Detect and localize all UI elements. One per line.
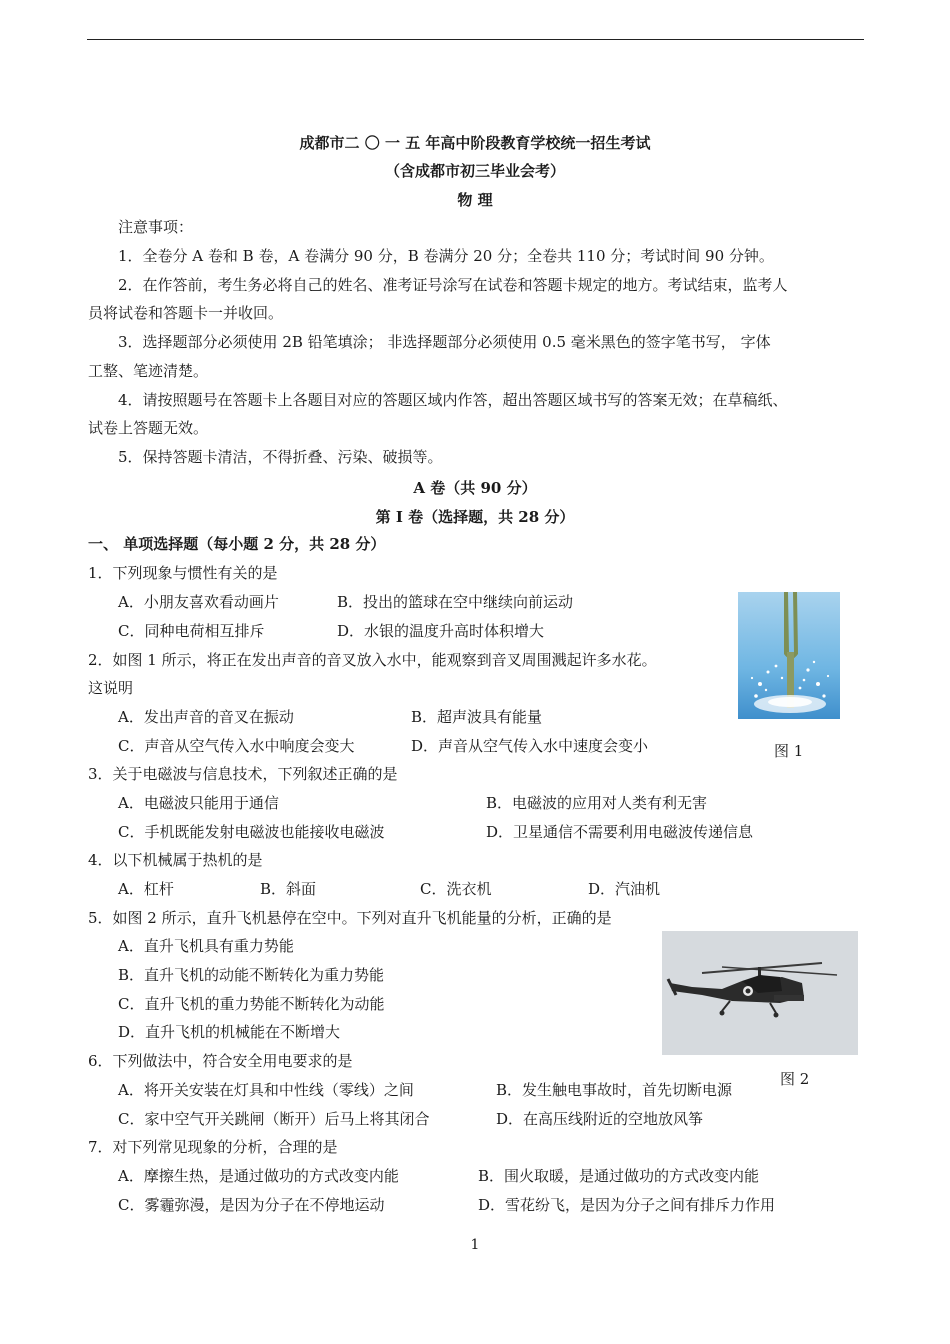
question-stem: 5．如图 2 所示，直升飞机悬停在空中。下列对直升飞机能量的分析，正确的是 (88, 909, 612, 927)
option: B．斜面 (260, 880, 317, 898)
question-stem: 4．以下机械属于热机的是 (88, 851, 263, 869)
option: D．直升飞机的机械能在不断增大 (118, 1023, 341, 1041)
section-heading: 一、 单项选择题（每小题 2 分，共 28 分） (88, 535, 386, 553)
option: A．直升飞机具有重力势能 (118, 937, 294, 955)
volume-a-heading: A 卷（共 90 分） (413, 479, 537, 497)
option: A．杠杆 (118, 880, 174, 898)
option: C．直升飞机的重力势能不断转化为动能 (118, 995, 385, 1013)
figure-1-tuning-fork (738, 592, 840, 719)
question-stem-cont: 这说明 (88, 679, 134, 697)
notice-item: 试卷上答题无效。 (88, 419, 209, 437)
option: A．电磁波只能用于通信 (118, 794, 279, 812)
option: D．声音从空气传入水中速度会变小 (411, 737, 649, 755)
notice-item: 4．请按照题号在答题卡上各题目对应的答题区域内作答，超出答题区域书写的答案无效；在草稿纸、 (118, 391, 788, 409)
option: D．在高压线附近的空地放风筝 (496, 1110, 704, 1128)
question-stem: 1．下列现象与惯性有关的是 (88, 564, 278, 582)
option: C．雾霾弥漫，是因为分子在不停地运动 (118, 1196, 385, 1214)
question-stem: 2．如图 1 所示，将正在发出声音的音叉放入水中，能观察到音叉周围溅起许多水花。 (88, 651, 657, 669)
option: D．水银的温度升高时体积增大 (337, 622, 545, 640)
option: C．洗衣机 (420, 880, 492, 898)
notice-item: 3．选择题部分必须使用 2B 铅笔填涂； 非选择题部分必须使用 0.5 毫米黑色的签字笔书写， 字体 (118, 333, 771, 351)
figure-2-caption: 图 2 (780, 1070, 810, 1088)
option: C．同种电荷相互排斥 (118, 622, 265, 640)
option: B．电磁波的应用对人类有利无害 (486, 794, 708, 812)
question-stem: 7．对下列常见现象的分析，合理的是 (88, 1138, 338, 1156)
notice-heading: 注意事项： (118, 218, 194, 236)
option: A．发出声音的音叉在振动 (118, 708, 294, 726)
option: C．家中空气开关跳闸（断开）后马上将其闭合 (118, 1110, 430, 1128)
option: D．汽油机 (588, 880, 661, 898)
notice-item: 工整、笔迹清楚。 (88, 362, 209, 380)
notice-item: 5．保持答题卡清洁，不得折叠、污染、破损等。 (118, 448, 443, 466)
option: B．超声波具有能量 (411, 708, 543, 726)
figure-1-caption: 图 1 (774, 742, 804, 760)
notice-item: 1．全卷分 A 卷和 B 卷，A 卷满分 90 分，B 卷满分 20 分；全卷共 110 分；考试时间 90 分钟。 (118, 247, 774, 265)
part-one-heading: 第 I 卷（选择题，共 28 分） (375, 508, 575, 526)
exam-title: 成都市二 〇 一 五 年高中阶段教育学校统一招生考试 (299, 134, 651, 152)
option: A．小朋友喜欢看动画片 (118, 593, 279, 611)
option: A．将开关安装在灯具和中性线（零线）之间 (118, 1081, 414, 1099)
option: B．发生触电事故时，首先切断电源 (496, 1081, 733, 1099)
exam-subtitle: （含成都市初三毕业会考） (384, 162, 565, 180)
question-stem: 3．关于电磁波与信息技术，下列叙述正确的是 (88, 765, 398, 783)
page-number: 1 (470, 1237, 480, 1253)
notice-item: 2．在作答前，考生务必将自己的姓名、准考证号涂写在试卷和答题卡规定的地方。考试结束，监考人 (118, 276, 788, 294)
question-stem: 6．下列做法中，符合安全用电要求的是 (88, 1052, 353, 1070)
top-rule (87, 39, 864, 40)
option: C．声音从空气传入水中响度会变大 (118, 737, 355, 755)
option: D．卫星通信不需要利用电磁波传递信息 (486, 823, 754, 841)
option: D．雪花纷飞，是因为分子之间有排斥力作用 (478, 1196, 776, 1214)
figure-2-helicopter (662, 931, 858, 1055)
option: C．手机既能发射电磁波也能接收电磁波 (118, 823, 385, 841)
option: B．围火取暖，是通过做功的方式改变内能 (478, 1167, 760, 1185)
notice-item: 员将试卷和答题卡一并收回。 (88, 304, 284, 322)
option: A．摩擦生热，是通过做功的方式改变内能 (118, 1167, 399, 1185)
option: B．直升飞机的动能不断转化为重力势能 (118, 966, 385, 984)
exam-subject: 物 理 (457, 191, 493, 209)
option: B．投出的篮球在空中继续向前运动 (337, 593, 574, 611)
